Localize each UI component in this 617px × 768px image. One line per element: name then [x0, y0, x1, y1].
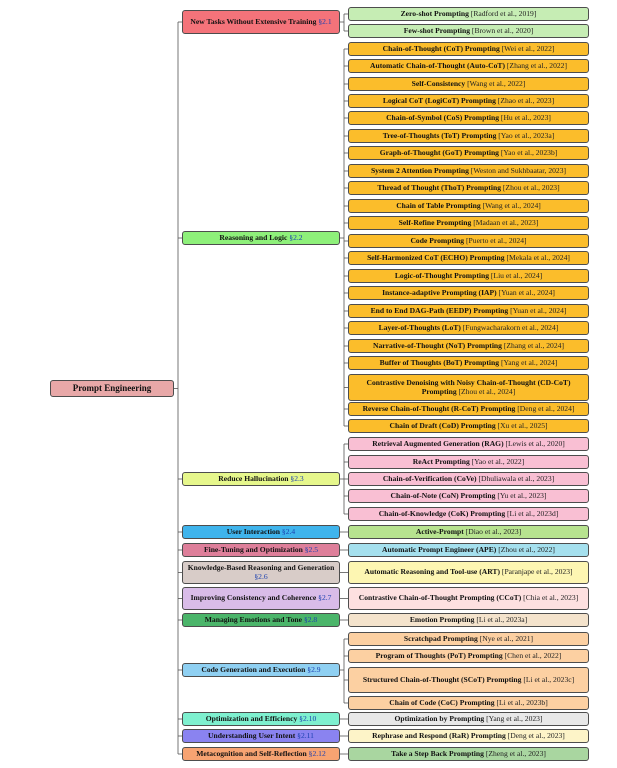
section-ref: §2.7 — [318, 593, 332, 603]
root-label: Prompt Engineering — [72, 383, 152, 394]
leaf-automatic-reasoning-and-tool-use-art — [348, 561, 589, 584]
category-reduce-hallucination — [182, 472, 340, 486]
leaf-automatic-chain-of-thought-auto-cot — [348, 59, 589, 73]
section-ref: §2.5 — [304, 544, 319, 554]
section-ref: §2.10 — [299, 713, 317, 723]
leaf-citation: [Yao et al., 2023a] — [498, 130, 555, 140]
leaf-citation: [Wang et al., 2022] — [467, 78, 526, 88]
leaf-citation: [Zhao et al., 2023] — [497, 95, 555, 105]
leaf-citation: [Radford et al., 2019] — [470, 8, 537, 18]
leaf-citation: [Zhou et al., 2024] — [458, 386, 516, 396]
leaf-layer-of-thoughts-lot — [348, 321, 589, 335]
leaf-logic-of-thought-prompting — [348, 269, 589, 283]
category-label: Metacognition and Self-Reflection — [196, 748, 307, 758]
leaf-self-refine-prompting — [348, 216, 589, 230]
leaf-name: Layer-of-Thoughts (LoT) — [378, 322, 461, 332]
leaf-active-prompt — [348, 525, 589, 539]
leaf-chain-of-symbol-cos-prompting — [348, 111, 589, 125]
leaf-name: Chain-of-Note (CoN) Prompting — [390, 490, 496, 500]
leaf-chain-of-draft-cod-prompting — [348, 419, 589, 433]
leaf-citation: [Lewis et al., 2020] — [505, 438, 565, 448]
leaf-chain-of-table-prompting — [348, 199, 589, 213]
category-label: Reduce Hallucination — [218, 473, 289, 483]
section-ref: §2.6 — [254, 571, 268, 581]
leaf-rephrase-and-respond-rar-prompting — [348, 729, 589, 743]
leaf-citation: [Yuan et al., 2024] — [510, 305, 567, 315]
leaf-name: Active-Prompt — [415, 526, 464, 536]
leaf-name: Code Prompting — [410, 235, 465, 245]
leaf-name: Thread of Thought (ThoT) Prompting — [377, 182, 501, 192]
category-label: Understanding User Intent — [208, 730, 296, 740]
leaf-citation: [Wei et al., 2022] — [501, 43, 555, 53]
leaf-citation: [Yao et al., 2023b] — [500, 147, 558, 157]
leaf-name: End to End DAG-Path (EEDP) Prompting — [370, 305, 509, 315]
leaf-name: Retrieval Augmented Generation (RAG) — [372, 438, 504, 448]
category-understanding-user-intent — [182, 729, 340, 743]
leaf-name: Scratchpad Prompting — [403, 633, 478, 643]
leaf-react-prompting — [348, 455, 589, 469]
section-ref: §2.9 — [307, 664, 321, 674]
leaf-self-harmonized-cot-echo-prompting — [348, 251, 589, 265]
leaf-citation: [Puerto et al., 2024] — [466, 235, 527, 245]
section-ref: §2.12 — [308, 748, 326, 758]
leaf-logical-cot-logicot-prompting — [348, 94, 589, 108]
leaf-name: Chain-of-Knowledge (CoK) Prompting — [378, 508, 506, 518]
leaf-program-of-thoughts-pot-prompting — [348, 649, 589, 663]
leaf-citation: [Zhou et al., 2023] — [502, 182, 560, 192]
leaf-graph-of-thought-got-prompting — [348, 146, 589, 160]
leaf-name: Logic-of-Thought Prompting — [394, 270, 489, 280]
leaf-name: Contrastive Chain-of-Thought Prompting (CCoT) — [358, 593, 522, 603]
category-metacognition-and-self-reflection — [182, 747, 340, 761]
leaf-end-to-end-dag-path-eedp-prompting — [348, 304, 589, 318]
category-optimization-and-efficiency — [182, 712, 340, 726]
leaf-citation: [Deng et al., 2024] — [517, 403, 575, 413]
leaf-reverse-chain-of-thought-r-cot-prompting — [348, 402, 589, 416]
leaf-buffer-of-thoughts-bot-prompting — [348, 356, 589, 370]
leaf-name: Chain of Code (CoC) Prompting — [389, 697, 495, 707]
leaf-emotion-prompting — [348, 613, 589, 627]
category-new-tasks-without-extensive-training — [182, 10, 340, 34]
leaf-name: Structured Chain-of-Thought (SCoT) Prompting — [362, 674, 522, 684]
section-ref: §2.11 — [297, 730, 314, 740]
leaf-few-shot-prompting — [348, 24, 589, 38]
leaf-citation: [Wang et al., 2024] — [482, 200, 541, 210]
leaf-citation: [Li et al., 2023d] — [507, 508, 559, 518]
category-code-generation-and-execution — [182, 663, 340, 677]
category-managing-emotions-and-tone — [182, 613, 340, 627]
leaf-citation: [Weston and Sukhbaatar, 2023] — [470, 165, 567, 175]
leaf-citation: [Yang et al., 2023] — [486, 713, 543, 723]
leaf-name: Contrastive Denoising with Noisy Chain-of-Thought (CD-CoT) Prompting — [366, 377, 571, 396]
leaf-citation: [Zhou et al., 2022] — [498, 544, 555, 554]
section-ref: §2.1 — [318, 16, 332, 26]
leaf-chain-of-thought-cot-prompting — [348, 42, 589, 56]
leaf-citation: [Zhang et al., 2024] — [503, 340, 564, 350]
category-label: Managing Emotions and Tone — [204, 614, 303, 624]
category-user-interaction — [182, 525, 340, 539]
leaf-name: Few-shot Prompting — [403, 25, 471, 35]
leaf-name: System 2 Attention Prompting — [370, 165, 469, 175]
leaf-chain-of-knowledge-cok-prompting — [348, 507, 589, 521]
root-node — [50, 380, 174, 397]
leaf-citation: [Zhang et al., 2022] — [506, 60, 568, 70]
leaf-thread-of-thought-thot-prompting — [348, 181, 589, 195]
leaf-name: Graph-of-Thought (GoT) Prompting — [379, 147, 499, 157]
leaf-citation: [Deng et al., 2023] — [507, 730, 565, 740]
leaf-citation: [Chia et al., 2023] — [523, 593, 579, 603]
leaf-citation: [Madaan et al., 2023] — [473, 217, 539, 227]
leaf-name: Chain-of-Symbol (CoS) Prompting — [386, 112, 500, 122]
leaf-citation: [Paranjape et al., 2023] — [501, 567, 573, 577]
leaf-name: Chain of Table Prompting — [396, 200, 481, 210]
leaf-citation: [Yao et al., 2022] — [471, 456, 525, 466]
leaf-tree-of-thoughts-tot-prompting — [348, 129, 589, 143]
leaf-citation: [Yang et al., 2024] — [500, 357, 558, 367]
leaf-citation: [Yuan et al., 2024] — [498, 287, 555, 297]
leaf-narrative-of-thought-not-prompting — [348, 339, 589, 353]
leaf-citation: [Mekala et al., 2024] — [506, 252, 570, 262]
leaf-citation: [Yu et al., 2023] — [497, 490, 547, 500]
category-improving-consistency-and-coherence — [182, 587, 340, 610]
leaf-name: Automatic Reasoning and Tool-use (ART) — [364, 567, 501, 577]
category-label: User Interaction — [226, 526, 280, 536]
leaf-name: Optimization by Prompting — [394, 713, 485, 723]
leaf-chain-of-code-coc-prompting — [348, 696, 589, 710]
category-label: Improving Consistency and Coherence — [190, 593, 317, 603]
leaf-name: Self-Consistency — [411, 78, 466, 88]
category-label: Optimization and Efficiency — [205, 713, 298, 723]
leaf-citation: [Dhuliawala et al., 2023] — [478, 473, 555, 483]
leaf-retrieval-augmented-generation-rag — [348, 437, 589, 451]
category-label: Reasoning and Logic — [219, 232, 288, 242]
leaf-name: Self-Refine Prompting — [398, 217, 472, 227]
leaf-name: Chain-of-Thought (CoT) Prompting — [382, 43, 500, 53]
category-reasoning-and-logic — [182, 231, 340, 245]
section-ref: §2.2 — [289, 232, 303, 242]
leaf-name: Emotion Prompting — [409, 614, 475, 624]
category-fine-tuning-and-optimization — [182, 543, 340, 557]
leaf-name: Take a Step Back Prompting — [391, 748, 484, 758]
leaf-citation: [Hu et al., 2023] — [500, 112, 551, 122]
leaf-name: Logical CoT (LogiCoT) Prompting — [382, 95, 496, 105]
leaf-structured-chain-of-thought-scot-prompting — [348, 667, 589, 693]
leaf-citation: [Liu et al., 2024] — [490, 270, 543, 280]
leaf-name: Automatic Chain-of-Thought (Auto-CoT) — [369, 60, 505, 70]
leaf-instance-adaptive-prompting-iap — [348, 286, 589, 300]
leaf-name: Automatic Prompt Engineer (APE) — [382, 544, 497, 554]
leaf-system-2-attention-prompting — [348, 164, 589, 178]
section-ref: §2.8 — [303, 614, 318, 624]
leaf-scratchpad-prompting — [348, 632, 589, 646]
leaf-chain-of-verification-cove — [348, 472, 589, 486]
leaf-name: Zero-shot Prompting — [400, 8, 469, 18]
leaf-citation: [Zheng et al., 2023] — [485, 748, 546, 758]
section-ref: §2.4 — [281, 526, 296, 536]
category-label: Code Generation and Execution — [201, 664, 306, 674]
leaf-name: Instance-adaptive Prompting (IAP) — [382, 287, 497, 297]
leaf-chain-of-note-con-prompting — [348, 489, 589, 503]
leaf-name: Self-Harmonized CoT (ECHO) Prompting — [367, 252, 505, 262]
leaf-name: Narrative-of-Thought (NoT) Prompting — [373, 340, 502, 350]
leaf-contrastive-chain-of-thought-prompting-ccot — [348, 587, 589, 610]
leaf-citation: [Nye et al., 2021] — [479, 633, 534, 643]
leaf-citation: [Li et al., 2023a] — [476, 614, 528, 624]
leaf-self-consistency — [348, 77, 589, 91]
leaf-code-prompting — [348, 234, 589, 248]
leaf-name: Chain of Draft (CoD) Prompting — [389, 420, 496, 430]
leaf-citation: [Fungwacharakorn et al., 2024] — [462, 322, 559, 332]
leaf-name: Reverse Chain-of-Thought (R-CoT) Prompting — [362, 403, 516, 413]
category-label: Fine-Tuning and Optimization — [203, 544, 303, 554]
leaf-name: Chain-of-Verification (CoVe) — [382, 473, 477, 483]
leaf-name: Buffer of Thoughts (BoT) Prompting — [379, 357, 500, 367]
leaf-automatic-prompt-engineer-ape — [348, 543, 589, 557]
leaf-zero-shot-prompting — [348, 7, 589, 21]
leaf-citation: [Xu et al., 2025] — [497, 420, 548, 430]
leaf-name: ReAct Prompting — [412, 456, 470, 466]
section-ref: §2.3 — [290, 473, 304, 483]
leaf-name: Tree-of-Thoughts (ToT) Prompting — [382, 130, 497, 140]
leaf-optimization-by-prompting — [348, 712, 589, 726]
leaf-name: Rephrase and Respond (RaR) Prompting — [372, 730, 506, 740]
category-label: New Tasks Without Extensive Training — [190, 16, 317, 26]
leaf-citation: [Li et al., 2023b] — [496, 697, 548, 707]
category-label: Knowledge-Based Reasoning and Generation — [187, 562, 335, 572]
leaf-take-a-step-back-prompting — [348, 747, 589, 761]
leaf-name: Program of Thoughts (PoT) Prompting — [375, 650, 503, 660]
leaf-contrastive-denoising-with-noisy-chain-of-thought-cd-cot-prompting — [348, 374, 589, 401]
leaf-citation: [Chen et al., 2022] — [504, 650, 562, 660]
leaf-citation: [Brown et al., 2020] — [471, 25, 534, 35]
category-knowledge-based-reasoning-and-generation — [182, 561, 340, 584]
leaf-citation: [Diao et al., 2023] — [465, 526, 522, 536]
leaf-citation: [Li et al., 2023c] — [523, 674, 575, 684]
